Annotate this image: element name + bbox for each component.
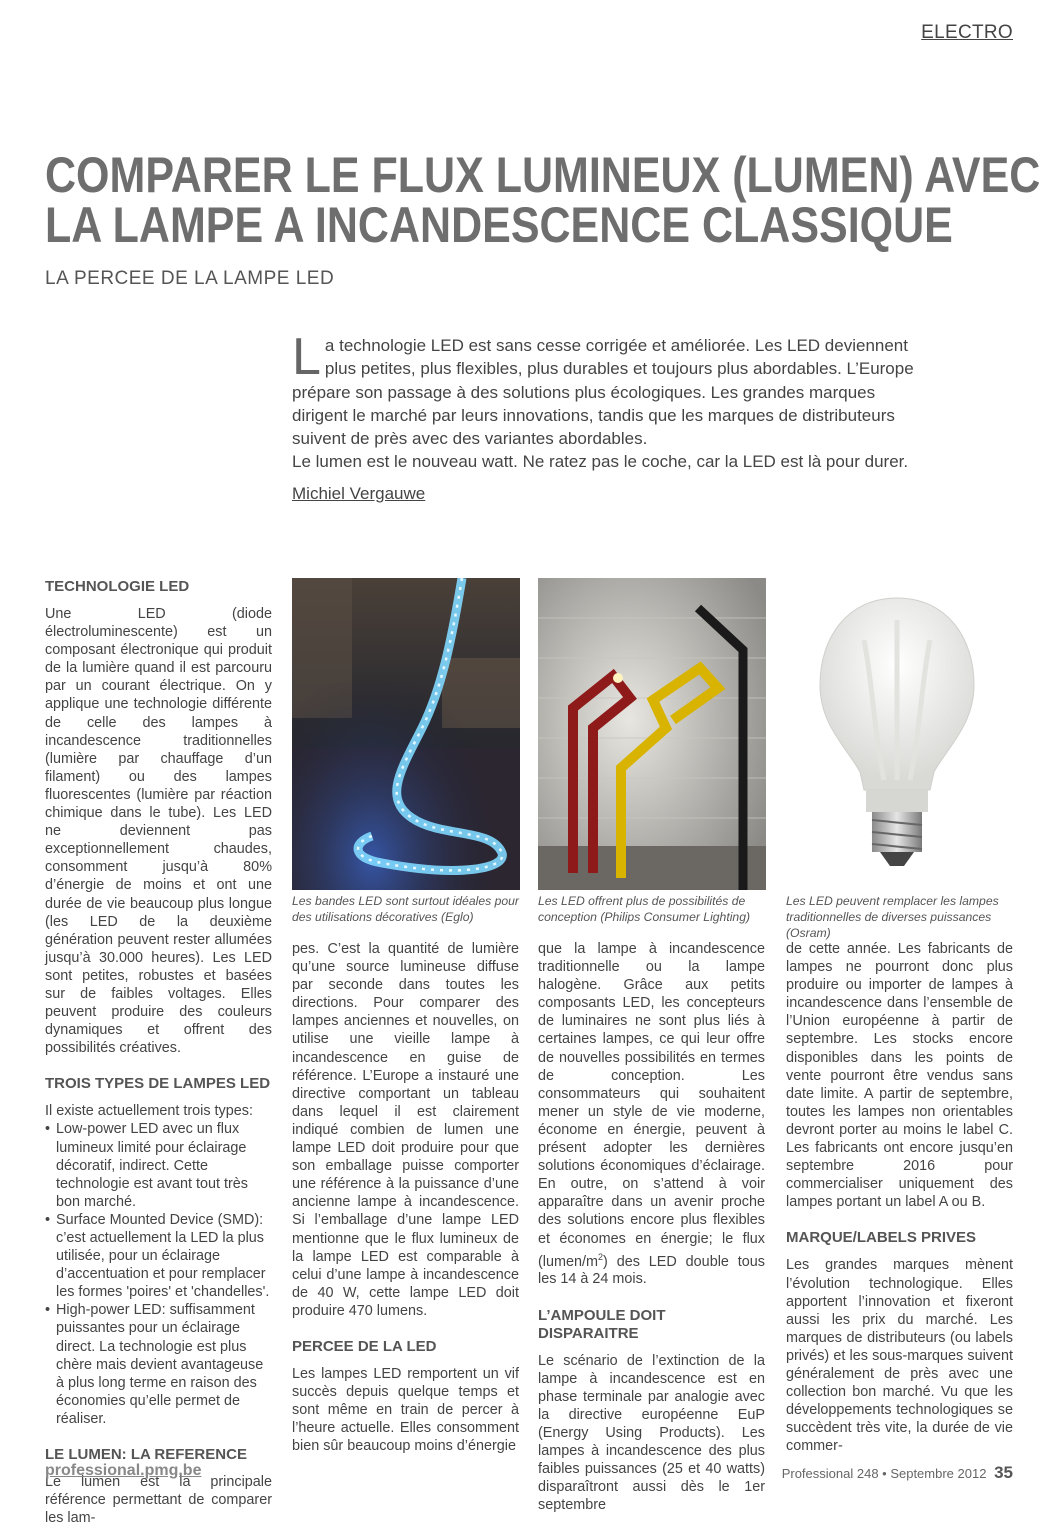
heading-technologie-led: TECHNOLOGIE LED [45,578,190,595]
issue-info: Professional 248 • Septembre 2012 [781,1466,987,1481]
column-2 [292,940,519,1455]
paragraph-lumen-cont: pes. C’est la quantité de lumière qu’une source lumineuse diffuse par seconde dans toutes les directions. Pour comparer des lampes anciennes et nouvelles, on utilise une vieille lampe à incandescence en guise de référence. L’Europe a instauré une directive comportant un tableau dans lequel il est clairement indiqué combien de lumen une lampe LED doit produire pour que son emballage puisse comporter une référence à la puissance d’une ancienne lampe à incandescence. Si l’emballage d’une lampe LED mentionne que le flux lumineux de la lampe LED est comparable à celui d’une lampe à incandescence de 40 W, cette lampe LED doit produire 470 lumens. [292,941,519,1319]
paragraph-types-intro: Il existe actuellement trois types: [45,1103,253,1120]
heading-le-lumen: LE LUMEN: LA REFERENCE [45,1446,247,1464]
intro-tagline: Le lumen est le nouveau watt. Ne ratez pas le coche, car la LED est là pour durer. [292,452,909,472]
section-tag[interactable]: ELECTRO [921,22,1013,43]
caption-design-lamp: Les LED offrent plus de possibilités de conception (Philips Consumer Lighting) [538,894,751,924]
paragraph-technologie: Une LED (diode électroluminescente) est un composant électronique qui produit de la lumière quand il est parcouru par un courant électrique. On y applique une technologie différente de celle des lampes à incandescence traditionnelles (lumière par chauffage d’un filament) ou des lampes fluorescentes (lumière par réaction chimique dans le tube). Les LED ne deviennent pas exceptionnellement chaudes, consomment jusqu’à 80% d’énergie de moins et ont une durée de vie beaucoup plus longue (les LED de la deuxième génération peuvent rester allumées jusqu’à 30.000 heures). Les LED sont petites, robustes et basées sur de faibles voltages. Elles peuvent produire des couleurs dynamiques et offrent des possibilités créatives. [45,606,272,1057]
paragraph-marques: Les grandes marques mènent l’évolution technologique. Elles apportent l’innovation et fixeront aussi les prix du marché. Les marques de distributeurs (ou labels privés) et les sous-marques suivent généralement de près avec une collection bon marché. Vu que les développements technologiques se succèdent très vite, la durée de vie commer- [786,1257,1013,1455]
paragraph-percee: Les lampes LED remportent un vif succès depuis quelque temps et sont même en train de percer à l’heure actuelle. Elles consomment bien sûr beaucoup moins d’énergie [292,1365,519,1455]
footer-issue [782,1463,1013,1483]
led-types-list [45,1120,272,1428]
title-line-2: LA LAMPE A INCANDESCENCE CLASSIQUE [45,197,953,253]
heading-trois-types: TROIS TYPES DE LAMPES LED [45,1075,271,1093]
list-item: • Surface Mounted Device (SMD): c’est actuellement la LED la plus utilisée, pour un éclairage d’accentuation et pour remplacer les formes 'poires' et 'chandelles'. [45,1211,272,1301]
page-number: 35 [994,1463,1013,1482]
heading-percee-led: PERCEE DE LA LED [292,1337,437,1355]
list-item: • Low-power LED avec un flux lumineux limité pour éclairage décoratif, indirect. Cette technologie est avant tout très bon marché. [45,1120,272,1210]
article-subtitle: LA PERCEE DE LA LAMPE LED [45,268,335,289]
drop-cap: L [292,328,321,386]
column-1 [45,578,272,1527]
led-strip-image [292,578,520,890]
list-item: • High-power LED: suffisamment puissantes pour un éclairage direct. La technologie est plus chère mais devient avantageuse à plus long terme en raison des économies qu’elle permet de réaliser. [45,1301,272,1428]
photo-led-bulb [792,580,1002,892]
led-bulb-image [792,580,1002,892]
photo-design-lamp [538,578,766,890]
footer-website-link[interactable]: professional.pmg.be [45,1462,202,1479]
heading-ampoule: L’AMPOULE DOIT DISPARAITRE [538,1306,666,1342]
paragraph-percee-cont: que la lampe à incandescence traditionnelle ou la lampe halogène. Grâce aux petits composants LED, les concepteurs de luminaires ne sont plus liés à certaines lampes, ce qui leur offre de nouvelles possibilités en termes de conception. Les consommateurs qui souhaitent mener un style de vie moderne, économe en énergie, peuvent à présent adopter les dernières solutions économiques d’éclairage. En outre, on s’attend à voir apparaître dans un avenir proche des solutions encore plus flexibles et économes en énergie; le flux $(lumen/m^2)$ des LED double tous les 14 à 24 mois. [538,941,765,1288]
intro-paragraph [292,328,932,474]
article-title [45,147,1041,253]
intro-text: a technologie LED est sans cesse corrigée et améliorée. Les LED deviennent plus petites, plus flexibles, plus durables et toujours plus abordables. L’Europe prépare son passage à des solutions plus écologiques. Les grandes marques dirigent le marché par leurs innovations, tandis que les marques de distributeurs suivent de près avec des variantes abordables. [292,336,914,449]
title-line-1: COMPARER LE FLUX LUMINEUX (LUMEN) AVEC [45,147,1041,203]
column-4 [786,940,1013,1455]
author-byline[interactable]: Michiel Vergauwe [292,484,426,503]
heading-marque-labels: MARQUE/LABELS PRIVES [786,1229,977,1247]
paragraph-ampoule-cont: de cette année. Les fabricants de lampes ne pourront donc plus produire ou importer de lampes à incandescence dans l’ensemble de l’Union européenne à partir de septembre. Les stocks encore disponibles dans les points de vente pourront être vendus sans date limite. A partir de septembre, toutes les lampes non orientables devront porter au moins le label C. Les fabricants ont encore jusqu’en septembre 2016 pour commercialiser uniquement des lampes portant un label A ou B. [786,941,1013,1211]
caption-led-strip: Les bandes LED sont surtout idéales pour des utilisations décoratives (Eglo) [292,894,519,924]
paragraph-lumen: Le lumen est la principale référence permettant de comparer les lam- [45,1474,272,1527]
photo-led-strip [292,578,520,890]
paragraph-ampoule: Le scénario de l’extinction de la lampe à incandescence est en phase terminale par analogie avec la directive européenne EuP (Energy Using Products). Les lampes à incandescence des plus faibles puissances (25 et 40 watts) disparaîtront aussi dès le 1er septembre [538,1352,765,1514]
design-lamp-image [538,578,766,890]
column-3 [538,940,765,1514]
caption-led-bulb: Les LED peuvent remplacer les lampes traditionnelles de diverses puissances (Osram) [786,894,999,940]
